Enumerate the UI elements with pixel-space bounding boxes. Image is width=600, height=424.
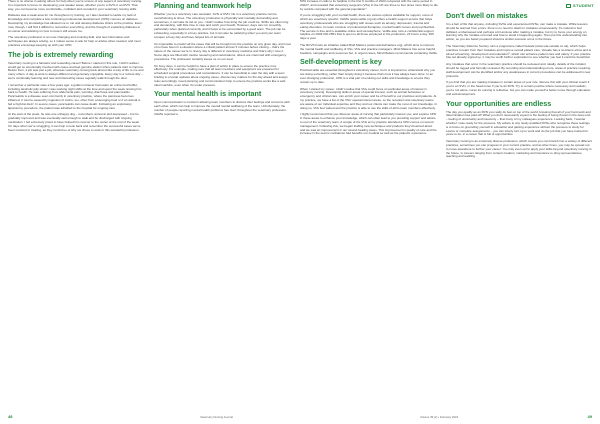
section-heading: Your opportunities are endless (446, 98, 552, 108)
issue-info: Volume 39 (2) • February 2024 (420, 415, 459, 419)
paragraph: The veterinary profession is an ever-changing and evolving field, and new information and techniques are always arising, so it makes sense to ask for help or advice when needed, and most practices encourage keeping up with your CPD. (8, 35, 141, 47)
page-footer (0, 412, 600, 424)
student-badge (566, 3, 594, 8)
paragraph: Open communication is crucial in allowing team members to discuss their feelings and concerns with each other, which can help to improve the overall mental wellbeing of the team. Unfortunately, the number of people reporting mental health problems has risen throughout the veterinary profession. VetMis reported a (154, 100, 290, 116)
section-heading: The job is extremely rewarding (8, 49, 114, 59)
paragraph: I remember a particular case a few years ago: a golden retriever had eaten an entire food buffet, including alcoholic jelly shots! I was working night shifts at the time and spent the week nursing him back to health. He was suffering from abdominal pain, vomiting, diarrhoea and pancreatitis. Pancreatitis is a disease seen commonly in veterinary practice, where the pancreas becomes inflamed. It can be caused by ingestion of toxins, too, often from scavenging food or if an animal is fed a high-fat diet¹². In severe cases, pancreatitis can cause death. Following an exploratory laparotomy procedure, the patient was admitted to the hospital for ongoing care. (8, 82, 142, 110)
paragraph: Diabetes was a weak area for me throughout my training, so I later decided to tackle my lack of knowledge and complete a few continuing professional development (CPD) courses on diabetes. Developing my knowledge has allowed me to run and develop diabetes clinics at the practice. Even now, though, I still find it difficult to remember everything, and the thought of explaining diabetes to an owner and advising on how to treat it still scares me. (8, 13, 142, 33)
paragraph: Veterinary nursing is an extremely diverse profession, which means you can branch into a variety of different practices, sometimes you can progress in your current practice, and at other times, you may be spread out to move elsewhere to further your career. You may even opt to apply your skills beyond veterinary nursing in the future, in careers ranging from content creation, marketing and insurance to drug representatives, teaching and auditing. (446, 139, 592, 159)
paragraph: On busy days, it can be helpful to have a plan of action in place to ensure the practice runs effectively. For example, making sure that all team members and equipment are prepared for scheduled surgical procedures and consultations. It can be beneficial to start the day with a team briefing to provide updates about ongoing cases, discuss key matters for the day ahead and assign roles accordingly. Good planning and communication help to ensure the practice works like a well-oiled machine, even when it's under pressure. (154, 63, 288, 87)
paragraph: The day you qualify as an RVN you really do feel on top of the world, knowing that all of your hard work and determination has paid off! What you don't necessarily expect is the feeling of being thrown in the deep end – feeling of uncertainty and insecurity – that many of my colleagues experience. Looking back, I wonder whether I was ready for the pressure. My advice to any newly qualified RVNs who recognise these feelings is to focus on grounding yourself in education and gaining experience without the pressure to study for exams or complete assignments – you can simply turn up to work and do the job that you have trained for years to do, in a career that is full of opportunities. (446, 109, 591, 137)
section-heading: Your mental health is important (154, 89, 262, 99)
paragraph: Veterinary nursing is a fantastic and rewarding career! Before I started in this role, I didn't realise I would get so emotionally involved with cases and feel genuine elation when patients start to improve. Before then, a job was just a job, whereas veterinary nursing feels almost like a way of life to me and many others. A day at work is always different and genuinely enjoyable. Every day is a 'school day' – we're continually learning and new and interesting cases regularly walk through the door. (8, 60, 144, 80)
paragraph: At the start of the week, he was one unhappy dog – recumbent, anorexic and depressed – but he gradually improved and was eventually well enough to walk and be discharged with ongoing medication. I felt extremely proud to have helped him recover to the owner at the end of the week. On days when we're struggling, it can help to look back and remember the successful cases we've been involved in treating, as they remind us of why we chose to work in this wonderful profession. (8, 112, 141, 132)
paragraph: The Veterinary Defence Society runs a programme called Vetsafe (www.vds-vetsafe.co.uk), which helps practices to learn from their mistakes and improve overall patient care. Vetsafe has a no-blame ethos and is aimed at learning, development and education⁵, which can enhance patient care and safety. If your practice has not already signed up, it may be worth further exploration to see whether you feel it could be beneficial. (446, 43, 591, 60)
journal-name: Veterinary Nursing Journal (200, 415, 233, 419)
section-heading: Don't dwell on mistakes (446, 11, 528, 20)
book-icon (566, 4, 571, 8)
column-4 (446, 10, 592, 412)
paragraph: Any mistakes that occur in the veterinary practice should be reviewed and, ideally, details of the incident should be logged and formally reviewed. By recording and understanding errors, areas of practice requiring staff development can be identified and/or any weaknesses in current procedures can be addressed in new protocols. (446, 62, 591, 78)
column-3 (300, 0, 438, 412)
paragraph: There is no shame in asking others for help when you're unsure of any aspect of veterinary nursing. It is important to focus on developing your weaker areas, whether you're a SVN or an RVN. That way, you can become more comfortable, confident and rounded in your veterinary nursing skills. (8, 0, 143, 11)
paragraph: It is a fact of life that anyone, including SVNs and experienced RVNs, can make a mistake. While lessons should be learned from errors, there is no need to dwell on mistakes unnecessarily. It's natural to feel deflated, embarrassed and perhaps a bit anxious after making a mistake, but try to focus your energy on learning why the mistake occurred and how to avoid it happening again. Then put this understanding into action, so you are better prepared should a similar scenario occur in the future. (446, 22, 588, 42)
paragraph: I highly recommend that you discover areas of nursing that particularly interest you, and explore CPD in these areas to enhance your knowledge, which can often lead to you providing support and advice to rest of the veterinary team. A couple of the VNs at my practice attended a CPD course on wound management. Following this, we began trialling new techniques and products they'd learned about and we saw an improvement in our wound-healing cases. This improvement in quality of care and the increase in the team's confidence had benefits our medical as well as the patients' experience. (300, 112, 437, 136)
paragraph: Practical skills are essential throughout a veterinary career, but it is important to understand why you are doing something, rather than simply doing it because that's how it has always been done. In an ever-changing profession, CPD is a vital part of evolving our skills and knowledge to ensure they remain up to date. (300, 68, 436, 84)
column-2 (154, 0, 291, 412)
page-number-right: 49 (587, 414, 592, 419)
page-number-left: 48 (8, 414, 13, 419)
paragraph: If you're struggling with your mental health, there are various options available for support, some of which are veterinary specific. VetMis (www.vetlife.org.uk) offers a health support service that helps veterinary professionals who are struggling with issues such as anxiety, depression, trauma and eating disorders. Its team consists of professional therapists, mental health nurses and psychiatrists. The service is free and is available online and via telephone. Vetlife also runs a confidential support helpline on 0303 040 2551 that is open to all those employed in the profession, 24 hours a day, 365 days a year. (300, 13, 436, 41)
paragraph: When I started my career, I didn't realise that VNs could focus on particular areas of interest in veterinary nursing. Developing skills in areas of special interest, such as animal behaviour or emergency and critical care, can enrich your career and be of benefit to our practices and patients. At my practice, we have a list of the VNs' special interest areas, so the reception and veterinary teams are aware of our individual expertise and they and our clients can make the most of our knowledge. In doing so, VNs feel valued and the practice is able to use the skills of all its team members effectively. (300, 86, 438, 110)
paragraph: The RCVS funds an initiative called Mind Matters (www.vetmindmatters.org), which aims to improve the mental health and wellbeing of VSs, VNs and practice managers. Mind Matters has some helpful booklets, campaigns and resources but, in urgent cases, Mind Matters recommends contacting Vetlife. (300, 42, 438, 55)
paragraph: It's impossible to predict all the cases that will be brought into the practice on any given day, and most of us have been in a situation where a critical patient arrives 5 minutes before closing – that's the nature of the career we're in. Every day is different in veterinary medicine and that's why I love it. Some days are filled with routine neutering and vaccinations; others are crammed with emergency procedures. The profession certainly keeps us on our toes! (154, 41, 291, 61)
paragraph: Whether you're a veterinary care assistant, SVN or RVN, life in a veterinary practice can be overwhelming at times. The veterinary profession is physically and mentally demanding and, sometimes, it can take its toll on you. I didn't realise how tiring the job could be. Shifts are often long and demanding, with little time to stop and catch your breath. However, days can run smoothly, particularly when planned correctly, and it helps to be surrounded by a good team. The job can be exhausting, especially in a busy practice, but it can also be satisfying when you and your team conquer a busy day and have helped lots of animals. (154, 12, 289, 39)
column-1 (8, 0, 144, 412)
paragraph: If you find that you are making mistakes in certain areas of your role, discuss this with your clinical coach if you're an SVN, or the head nurse if you're an RVN. Try to remain positive where necessary and realistic; you're not alone; nurse for nursing is reflective, but you can make yourself a better nurse through education and self-development. (446, 80, 591, 96)
section-heading: Planning and teamwork help (154, 1, 252, 10)
paragraph: 50% increase in calls to its helpline in the first 9 months of 2023 compared with the same period in 2022²³, and revealed that veterinary surgeons (VSs) in the UK are three to four times more likely to die by suicide compared with the general population⁴. (300, 0, 438, 11)
section-label: STUDENT (573, 3, 594, 8)
section-heading: Self-development is key (300, 57, 382, 67)
